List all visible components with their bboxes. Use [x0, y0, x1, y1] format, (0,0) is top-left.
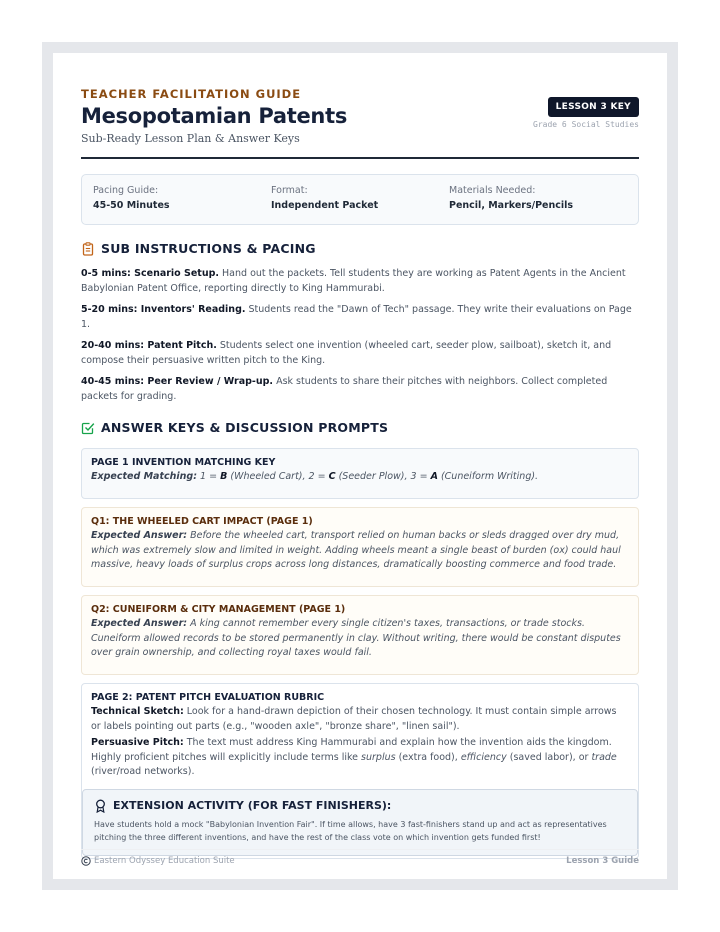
match-letter: C	[328, 471, 336, 482]
answer-text: A king cannot remember every single citizen's taxes, transactions, or trade stocks. Cuneiform allowed records to be stored permanently in clay. Without writing, there would be constant disputes over grain ownership, and collecting royal taxes would fail.	[91, 618, 621, 658]
page-subtitle: Sub-Ready Lesson Plan & Answer Keys	[81, 132, 300, 145]
matching-key-box	[81, 448, 639, 499]
meta-label: Format:	[271, 185, 308, 196]
box-title: PAGE 2: PATENT PITCH EVALUATION RUBRIC	[91, 692, 325, 703]
match-text: (Wheeled Cart), 2 =	[227, 471, 329, 482]
sub-instructions-heading	[81, 241, 639, 255]
copyright-icon	[81, 856, 91, 866]
footer-left	[81, 856, 235, 866]
meta-panel	[81, 174, 639, 225]
extension-text: Have students hold a mock "Babylonian Invention Fair". If time allows, have 3 fast-finishers stand up and act as representatives pitching the three different inventions, and have the rest of the class vote on which invention gets funded first!	[94, 819, 607, 842]
pacing-item	[81, 267, 639, 296]
match-letter: B	[220, 471, 228, 482]
meta-pacing	[93, 185, 271, 214]
page-footer	[81, 849, 639, 871]
match-text: (Seeder Plow), 3 =	[335, 471, 431, 482]
meta-format	[271, 185, 449, 214]
pacing-lead: 5-20 mins: Inventors' Reading.	[81, 304, 246, 315]
pacing-text: Ask students to share their pitches with neighbors. Collect completed packets for grading.	[81, 376, 608, 402]
q1-answer-box	[81, 507, 639, 587]
pacing-item	[81, 303, 639, 332]
meta-materials	[449, 185, 627, 214]
answer-lead: Expected Answer:	[91, 530, 188, 541]
extension-activity-box	[82, 789, 638, 856]
pacing-text: Students select one invention (wheeled cart, seeder plow, sailboat), sketch it, and compose their persuasive written pitch to the King.	[81, 340, 612, 366]
award-icon	[94, 799, 107, 813]
pacing-lead: 0-5 mins: Scenario Setup.	[81, 268, 220, 279]
rubric-term: surplus	[361, 751, 396, 763]
box-body	[91, 470, 629, 485]
pacing-text: Students read the "Dawn of Tech" passage. They write their evaluations on Page 1.	[81, 304, 632, 330]
document-header	[81, 87, 639, 159]
extension-title: EXTENSION ACTIVITY (FOR FAST FINISHERS):	[113, 799, 392, 812]
pacing-lead: 20-40 mins: Patent Pitch.	[81, 340, 217, 351]
box-title: Q1: THE WHEELED CART IMPACT (PAGE 1)	[91, 516, 313, 527]
footer-page-label: Lesson 3 Guide	[566, 855, 639, 866]
match-letter: A	[430, 471, 438, 482]
lesson-badge: LESSON 3 KEY	[548, 97, 639, 117]
grade-label: Grade 6 Social Studies	[533, 120, 639, 129]
answer-keys-heading	[81, 420, 639, 434]
match-text: 1 =	[197, 471, 221, 482]
rubric-text: (saved labor), or	[506, 751, 592, 763]
answer-text: Before the wheeled cart, transport relied on human backs or sleds dragged over dry mud, which was extremely slow and limited in weight. Adding wheels meant a single beast of burden (ox) could haul massive, heavy loads of surplus crops across long distances, dramatically boosting commerce and food trade.	[91, 530, 621, 570]
meta-value: 45-50 Minutes	[93, 200, 170, 211]
pacing-item	[81, 375, 639, 404]
footer-brand: Eastern Odyssey Education Suite	[94, 855, 235, 866]
rubric-text: (river/road networks).	[91, 766, 195, 777]
rubric-lead: Technical Sketch:	[91, 706, 184, 717]
check-square-icon	[81, 420, 95, 434]
answer-lead: Expected Matching:	[91, 471, 198, 482]
meta-value: Independent Packet	[271, 200, 379, 211]
meta-label: Pacing Guide:	[93, 185, 159, 196]
pacing-item	[81, 339, 639, 368]
extension-heading	[94, 799, 626, 813]
section-title: ANSWER KEYS & DISCUSSION PROMPTS	[101, 419, 389, 435]
rubric-text: Look for a hand-drawn depiction of their chosen technology. It must contain simple arrows or labels pointing out parts (e.g., "wooden axle", "bronze share", "linen sail").	[91, 706, 617, 732]
box-body	[91, 529, 629, 573]
rubric-sketch	[91, 705, 629, 734]
rubric-term: efficiency	[460, 751, 507, 763]
meta-value: Pencil, Markers/Pencils	[449, 200, 574, 211]
rubric-text: The text must address King Hammurabi and explain how the invention aids the kingdom. Highly proficient pitches will explicitly include terms like	[91, 737, 612, 763]
box-body	[91, 617, 629, 661]
rubric-box	[81, 683, 639, 859]
rubric-pitch	[91, 736, 629, 780]
answer-lead: Expected Answer:	[91, 618, 188, 629]
document-page	[53, 53, 667, 879]
rubric-term: trade	[591, 751, 617, 763]
rubric-lead: Persuasive Pitch:	[91, 737, 184, 748]
box-title: PAGE 1 INVENTION MATCHING KEY	[91, 457, 276, 468]
section-title: SUB INSTRUCTIONS & PACING	[101, 240, 316, 256]
pacing-lead: 40-45 mins: Peer Review / Wrap-up.	[81, 376, 274, 387]
header-kicker: TEACHER FACILITATION GUIDE	[81, 87, 302, 101]
meta-label: Materials Needed:	[449, 185, 536, 196]
pacing-text: Hand out the packets. Tell students they are working as Patent Agents in the Ancient Babylonian Patent Office, reporting directly to King Hammurabi.	[81, 268, 626, 294]
box-title: Q2: CUNEIFORM & CITY MANAGEMENT (PAGE 1)	[91, 604, 346, 615]
clipboard-icon	[81, 241, 95, 255]
q2-answer-box	[81, 595, 639, 675]
rubric-text: (extra food),	[395, 751, 461, 763]
match-text: (Cuneiform Writing).	[437, 471, 539, 482]
page-title: Mesopotamian Patents	[81, 104, 348, 128]
